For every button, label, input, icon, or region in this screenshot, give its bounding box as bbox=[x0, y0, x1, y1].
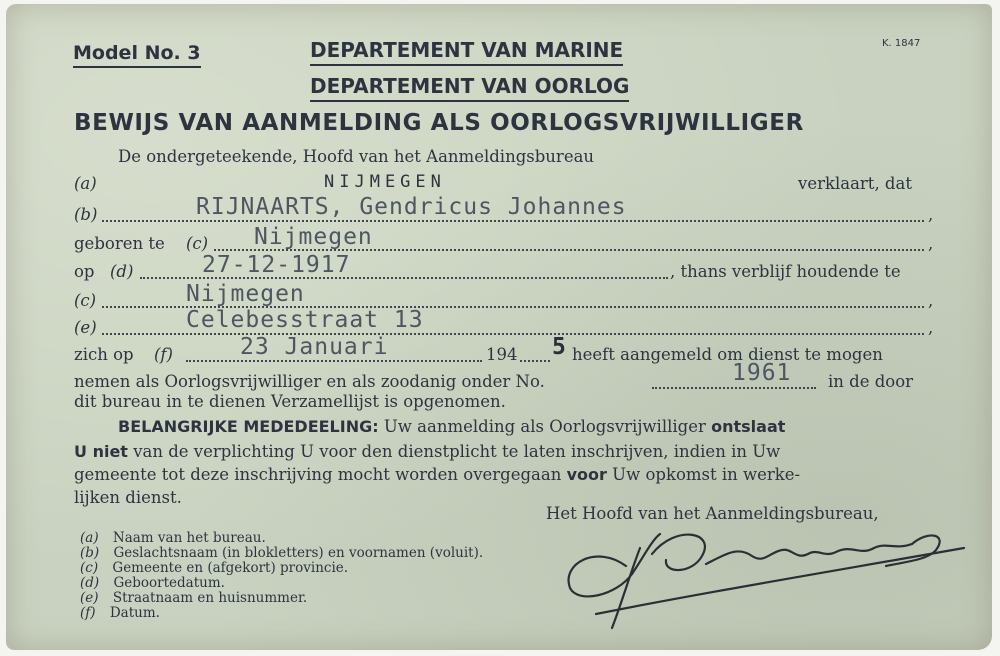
footnote-key: (a) bbox=[80, 530, 99, 546]
collection-list-text: dit bureau in te dienen Verzamellijst is opgenomen. bbox=[74, 392, 506, 411]
label-c: (c) bbox=[186, 234, 209, 253]
comma-c2: , bbox=[928, 291, 934, 310]
signature-label: Het Hoofd van het Aanmeldingsbureau, bbox=[546, 504, 879, 523]
registration-date: 23 Januari bbox=[240, 334, 389, 360]
dotted-line-e bbox=[102, 333, 924, 335]
comma-e: , bbox=[928, 318, 934, 337]
bureau-name: NIJMEGEN bbox=[324, 172, 446, 192]
declares-text: verklaart, dat bbox=[798, 174, 912, 193]
footnote-text: Geboortedatum. bbox=[113, 575, 225, 591]
label-b: (b) bbox=[74, 205, 98, 224]
notice-line-2 bbox=[74, 442, 780, 461]
dotted-line-number bbox=[652, 387, 816, 389]
footnote-text: Gemeente en (afgekort) provincie. bbox=[112, 560, 349, 576]
footnote-key: (d) bbox=[80, 575, 100, 591]
label-f: (f) bbox=[154, 345, 173, 364]
registered-text: heeft aangemeld om dienst te mogen bbox=[572, 345, 883, 364]
notice-line-3 bbox=[74, 465, 800, 484]
label-d: (d) bbox=[110, 262, 134, 281]
footnote-text: Straatnaam en huisnummer. bbox=[112, 590, 308, 606]
notice-text-3a: gemeente tot deze inschrijving mocht worden overgegaan bbox=[74, 465, 562, 484]
notice-text-2b: van de verplichting U voor den dienstplicht te laten inschrijven, indien in Uw bbox=[133, 442, 781, 461]
birth-date: 27-12-1917 bbox=[202, 252, 351, 278]
model-number: Model No. 3 bbox=[73, 42, 201, 68]
dotted-line-f bbox=[186, 360, 482, 362]
birthplace: Nijmegen bbox=[254, 224, 373, 250]
comma-born: , bbox=[928, 234, 934, 253]
footnote-b bbox=[80, 545, 483, 561]
surname-forenames: RIJNAARTS, Gendricus Johannes bbox=[196, 194, 627, 220]
registration-number: 1961 bbox=[732, 360, 792, 386]
label-c2: (c) bbox=[74, 291, 97, 310]
residence-city: Nijmegen bbox=[186, 281, 305, 307]
number-line-suffix: in de door bbox=[828, 372, 914, 391]
footnote-text: Geslachtsnaam (in blokletters) en voornamen (voluit). bbox=[113, 545, 484, 561]
footnote-key: (f) bbox=[80, 605, 96, 621]
zich-prefix: zich op bbox=[74, 345, 134, 364]
form-code: K. 1847 bbox=[882, 38, 921, 49]
notice-line-1 bbox=[118, 417, 785, 436]
notice-text-3c: Uw opkomst in werke- bbox=[612, 465, 801, 484]
notice-emphasis-3: voor bbox=[566, 465, 607, 484]
footnote-key: (e) bbox=[80, 590, 99, 606]
label-a: (a) bbox=[74, 174, 97, 193]
card-title: BEWIJS VAN AANMELDING ALS OORLOGSVRIJWILLIGER bbox=[74, 110, 804, 136]
op-prefix: op bbox=[74, 262, 95, 281]
comma-b: , bbox=[928, 205, 934, 224]
department-marine: DEPARTEMENT VAN MARINE bbox=[310, 38, 623, 66]
notice-emphasis-1: ontslaat bbox=[711, 417, 786, 436]
year-digit: 5 bbox=[552, 334, 567, 360]
residence-text: , thans verblijf houdende te bbox=[670, 262, 901, 281]
department-oorlog: DEPARTEMENT VAN OORLOG bbox=[310, 74, 629, 102]
notice-heading: BELANGRIJKE MEDEDEELING: bbox=[118, 417, 379, 436]
footnote-text: Datum. bbox=[109, 605, 160, 621]
intro-text: De ondergeteekende, Hoofd van het Aanmeldingsbureau bbox=[118, 147, 595, 166]
number-line-text: nemen als Oorlogsvrijwilliger en als zoodanig onder No. bbox=[74, 372, 545, 391]
dotted-line-b bbox=[102, 220, 924, 222]
label-e: (e) bbox=[74, 318, 97, 337]
street-address: Celebesstraat 13 bbox=[186, 307, 424, 333]
year-prefix: 194 bbox=[486, 345, 518, 364]
footnote-d bbox=[80, 575, 225, 591]
born-prefix: geboren te bbox=[74, 234, 165, 253]
footnote-a bbox=[80, 530, 266, 546]
footnote-key: (c) bbox=[80, 560, 99, 576]
enlistment-card bbox=[6, 4, 992, 650]
dotted-line-year bbox=[520, 360, 550, 362]
footnote-f bbox=[80, 605, 160, 621]
footnote-e bbox=[80, 590, 307, 606]
notice-line-4: lijken dienst. bbox=[74, 488, 182, 507]
notice-emphasis-2: U niet bbox=[74, 442, 128, 461]
notice-text-1a: Uw aanmelding als Oorlogsvrijwilliger bbox=[383, 417, 706, 436]
footnote-key: (b) bbox=[80, 545, 100, 561]
footnote-text: Naam van het bureau. bbox=[112, 530, 266, 546]
footnote-c bbox=[80, 560, 348, 576]
handwritten-signature bbox=[556, 504, 976, 634]
